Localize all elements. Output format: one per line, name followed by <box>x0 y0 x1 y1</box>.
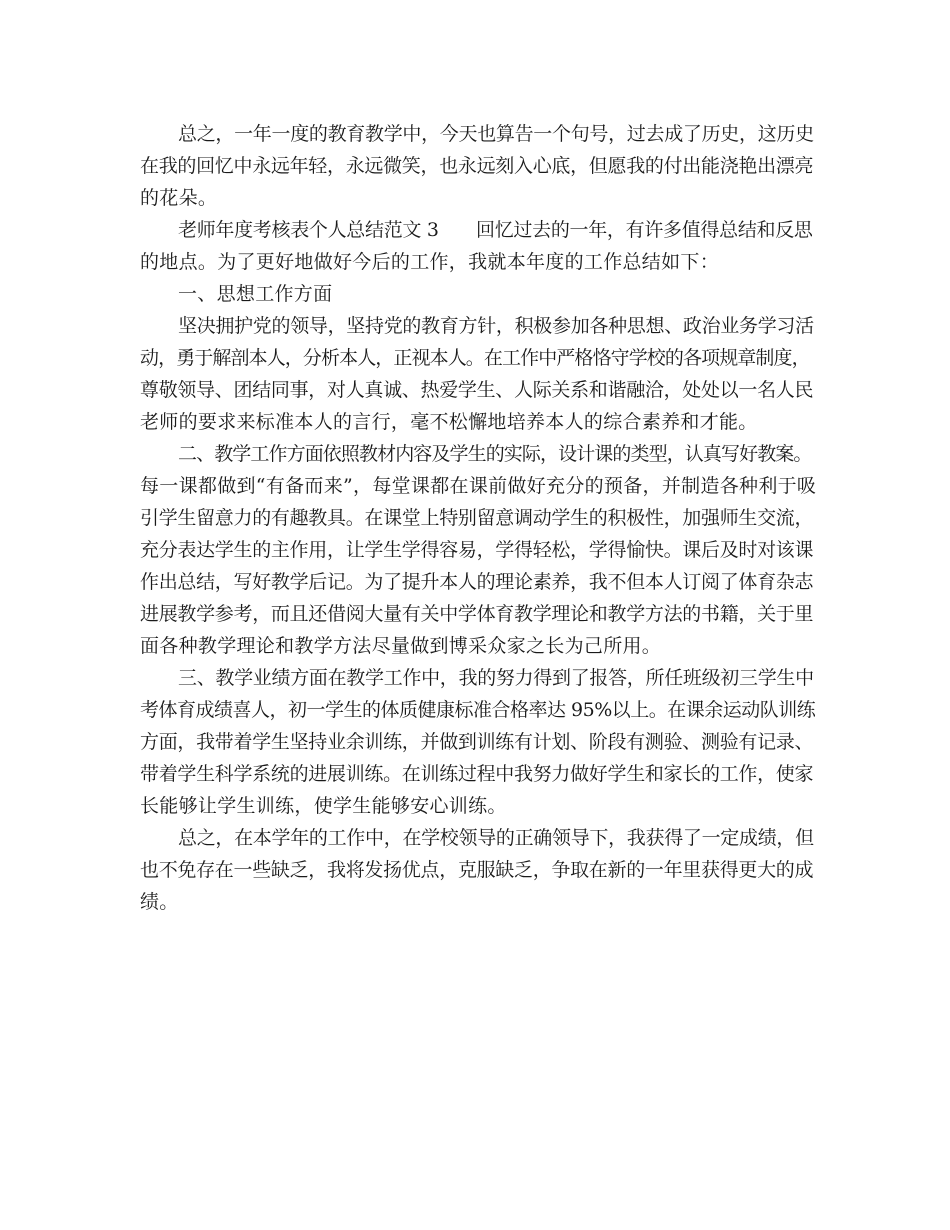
text-line: 充分表达学生的主作用，让学生学得容易，学得轻松，学得愉快。课后及时对该课 <box>140 539 814 561</box>
text-line: 动，勇于解剖本人，分析本人，正视本人。在工作中严格恪守学校的各项规章制度， <box>140 347 810 369</box>
text-line: 引学生留意力的有趣教具。在课堂上特别留意调动学生的积极性，加强师生交流， <box>140 507 814 529</box>
text-line: 一、思想工作方面 <box>178 283 333 305</box>
text-line: 考体育成绩喜人，初一学生的体质健康标准合格率达 95%以上。在课余运动队训练 <box>140 699 816 721</box>
document-body <box>140 118 816 918</box>
text-line: 尊敬领导、团结同事，对人真诚、热爱学生、人际关系和谐融洽，处处以一名人民 <box>140 379 814 401</box>
text-line: 老师的要求来标准本人的言行，毫不松懈地培养本人的综合素养和才能。 <box>140 411 758 433</box>
text-line: 的花朵。 <box>140 187 218 209</box>
text-line: 也不免存在一些缺乏，我将发扬优点，克服缺乏，争取在新的一年里获得更大的成 <box>140 859 814 881</box>
text-line: 绩。 <box>140 891 179 913</box>
text-line: 带着学生科学系统的进展训练。在训练过程中我努力做好学生和家长的工作，使家 <box>140 763 814 785</box>
text-line: 在我的回忆中永远年轻，永远微笑，也永远刻入心底，但愿我的付出能浇艳出漂亮 <box>140 155 814 177</box>
text-line: 面各种教学理论和教学方法尽量做到博采众家之长为己所用。 <box>140 635 662 657</box>
text-line: 老师年度考核表个人总结范文 3 回忆过去的一年，有许多值得总结和反思 <box>178 219 813 241</box>
text-line: 进展教学参考，而且还借阅大量有关中学体育教学理论和教学方法的书籍，关于里 <box>140 603 814 625</box>
text-line: 方面，我带着学生坚持业余训练，并做到训练有计划、阶段有测验、测验有记录、 <box>140 731 814 753</box>
text-line: 三、教学业绩方面在教学工作中，我的努力得到了报答，所任班级初三学生中 <box>178 667 814 689</box>
text-line: 总之，一年一度的教育教学中，今天也算告一个句号，过去成了历史，这历史 <box>178 123 814 145</box>
text-line: 总之，在本学年的工作中，在学校领导的正确领导下，我获得了一定成绩，但 <box>178 827 814 849</box>
text-line: 作出总结，写好教学后记。为了提升本人的理论素养，我不但本人订阅了体育杂志 <box>140 571 814 593</box>
text-line: 坚决拥护党的领导，坚持党的教育方针，积极参加各种思想、政治业务学习活 <box>178 315 814 337</box>
text-line: 二、教学工作方面依照教材内容及学生的实际，设计课的类型，认真写好教案。 <box>178 443 812 465</box>
text-line: 每一课都做到“有备而来”，每堂课都在课前做好充分的预备，并制造各种利于吸 <box>140 475 817 497</box>
text-line: 长能够让学生训练，使学生能够安心训练。 <box>140 795 507 817</box>
text-line: 的地点。为了更好地做好今后的工作，我就本年度的工作总结如下： <box>140 251 720 273</box>
